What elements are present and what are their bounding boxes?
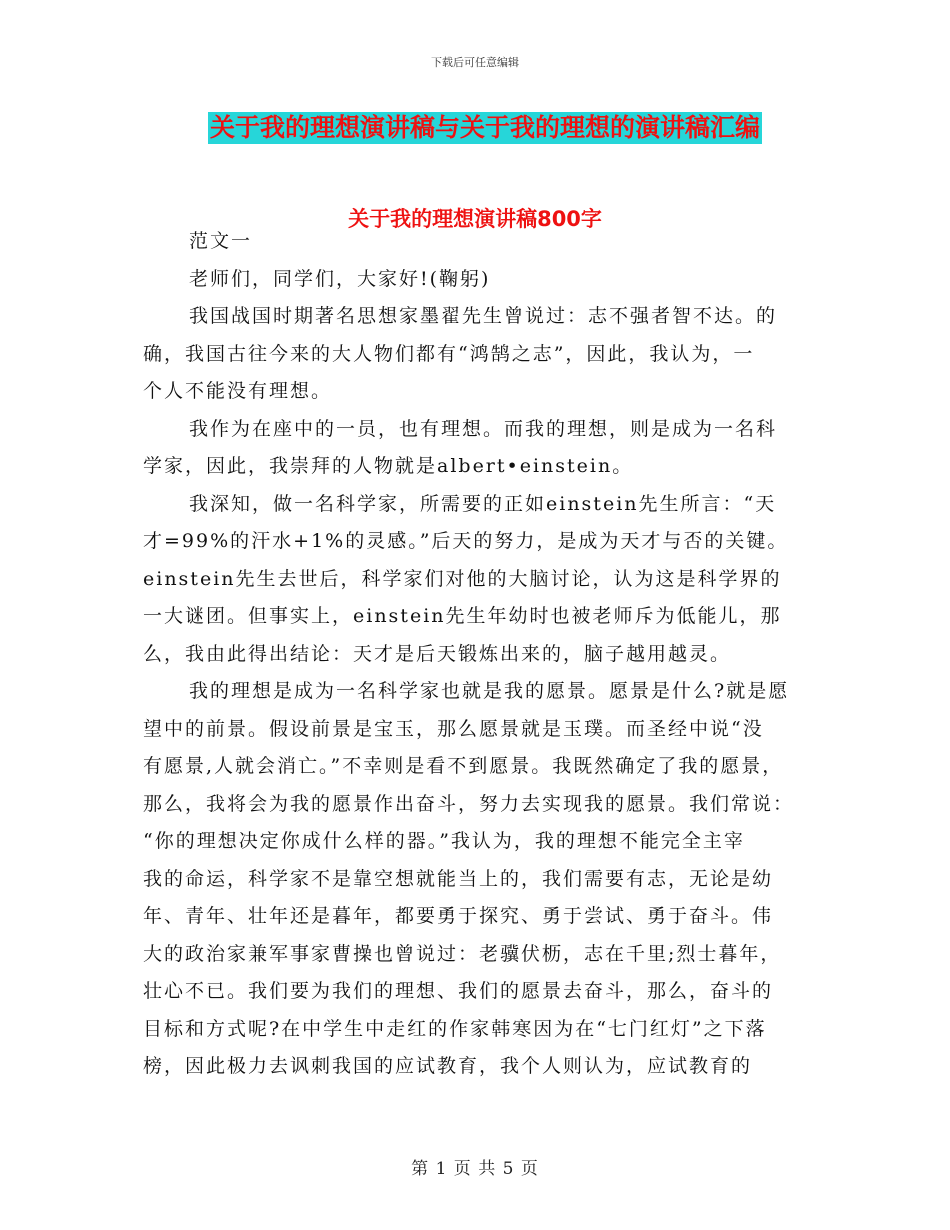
section-title: 关于我的理想演讲稿800字: [348, 207, 602, 231]
paragraph: 老师们，同学们，大家好!(鞠躬): [189, 267, 491, 290]
paragraph: 范文一: [189, 230, 253, 252]
page-footer: 第 1 页 共 5 页: [411, 1159, 539, 1179]
paragraph: 我作为在座中的一员，也有理想。而我的理想，则是成为一名科 学家，因此，我崇拜的人物就是albert•einstein。: [143, 417, 778, 477]
document-body: [143, 223, 813, 1086]
header-note: 下载后可任意编辑: [431, 56, 519, 69]
paragraph: 我的理想是成为一名科学家也就是我的愿景。愿景是什么?就是愿 望中的前景。假设前景是宝玉，那么愿景就是玉璞。而圣经中说“没 有愿景,人就会消亡。”不幸则是看不到愿景。我既然确定了我的愿景， 那么，我将会为我的愿景作出奋斗，努力去实现我的愿景。我们常说： “你的理想决定你成什么样的器。”我认为，我的理想不能完全主宰 我的命运，科学家不是靠空想就能当上的，我们需要有志，无论是幼 年、青年、壮年还是暮年，都要勇于探究、勇于尝试、勇于奋斗。伟 大的政治家兼军事家曹操也曾说过：老骥伏枥，志在千里;烈士暮年， 壮心不已。我们要为我们的理想、我们的愿景去奋斗，那么，奋斗的 目标和方式呢?在中学生中走红的作家韩寒因为在“七门红灯”之下落 榜，因此极力去讽刺我国的应试教育，我个人则认为，应试教育的: [143, 680, 795, 1077]
paragraph: 我国战国时期著名思想家墨翟先生曾说过：志不强者智不达。的 确，我国古往今来的大人物们都有“鸿鹄之志”，因此，我认为，一 个人不能没有理想。: [143, 305, 778, 402]
document-title: 关于我的理想演讲稿与关于我的理想的演讲稿汇编: [210, 113, 761, 142]
paragraph: 我深知，做一名科学家，所需要的正如einstein先生所言：“天 才=99%的汗水+1%的灵感。”后天的努力，是成为天才与否的关键。 einstein先生去世后，科学家们对他的大脑讨论，认为这是科学界的 一大谜团。但事实上，einstein先生年幼时也被老师斥为低能儿，那 么，我由此得出结论：天才是后天锻炼出来的，脑子越用越灵。: [143, 492, 789, 665]
